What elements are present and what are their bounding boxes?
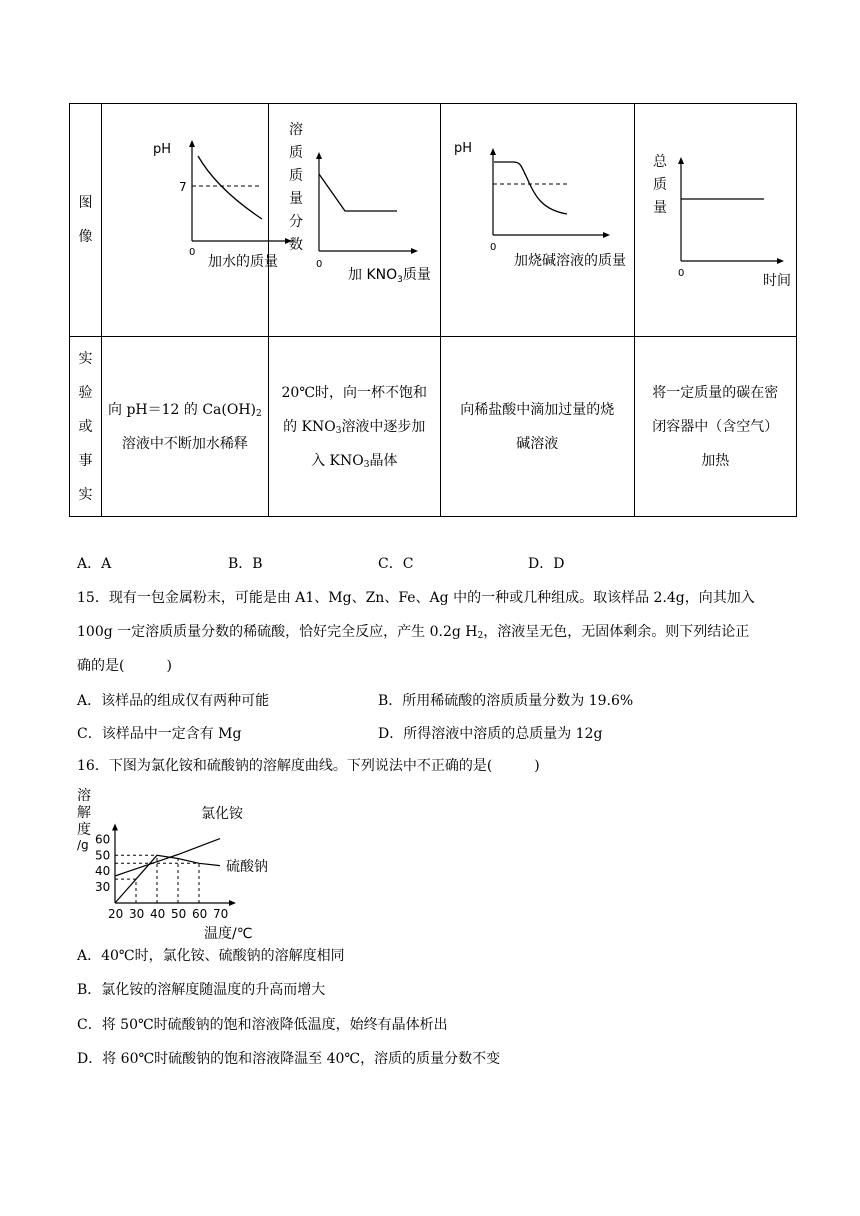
graph-1-cell xyxy=(102,104,278,337)
q15-option-a[interactable]: A．该样品的组成仅有两种可能 xyxy=(77,693,270,709)
y-char-3: 质 xyxy=(288,168,303,184)
y-tick-50: 50 xyxy=(95,848,111,863)
x-label: 加 $KNO_3$质量 xyxy=(347,267,431,285)
q16-stem: 16．下图为氯化铵和硫酸钠的溶解度曲线。下列说法中不正确的是( ) xyxy=(77,758,540,774)
y-tick-40: 40 xyxy=(95,864,111,879)
fact-3: 向稀盐酸中滴加过量的烧 碱溶液 xyxy=(440,337,634,517)
origin-label: 0 xyxy=(489,242,497,253)
y-char-1: 总 xyxy=(652,154,667,170)
graph-4 xyxy=(635,104,796,332)
x-label: 时间 xyxy=(762,273,791,289)
q15-option-c[interactable]: C．该样品中一定含有 Mg xyxy=(77,726,242,742)
y-tick-30: 30 xyxy=(95,880,111,895)
origin-label: 0 xyxy=(677,268,685,279)
graph-1 xyxy=(102,104,278,332)
y-char-3: 量 xyxy=(652,200,667,216)
row-label-fact: 实 验 或 事 实 xyxy=(70,337,102,517)
ph-curve xyxy=(198,156,262,219)
origin-label: 0 xyxy=(189,247,196,258)
y-label: pH xyxy=(453,141,472,156)
svg-text:溶: 溶 xyxy=(77,788,91,804)
q14-option-a[interactable]: A．A xyxy=(77,556,112,572)
svg-text:度: 度 xyxy=(77,822,91,838)
q14-option-d[interactable]: D．D xyxy=(528,556,565,572)
ph-curve xyxy=(494,162,567,214)
x-tick-30: 30 xyxy=(129,907,145,921)
series-label-sodium-sulfate: 硫酸钠 xyxy=(226,859,268,875)
image-row xyxy=(70,104,797,337)
q14-option-c[interactable]: C．C xyxy=(378,556,414,572)
y-char-2: 质 xyxy=(288,145,303,161)
y-char-4: 量 xyxy=(288,191,303,207)
y-arrow xyxy=(490,148,496,155)
q15-option-d[interactable]: D．所得溶液中溶质的总质量为 12g xyxy=(378,726,603,742)
y-char-2: 质 xyxy=(652,177,667,193)
x-tick-60: 60 xyxy=(192,907,208,921)
fact-2: 20℃时，向一杯不饱和 的 $KNO_3$溶液中逐步加 入 $KNO_3$晶体 xyxy=(268,337,440,517)
graph-2 xyxy=(269,104,440,332)
y-axis-arrow xyxy=(112,823,118,830)
q14-option-b[interactable]: B．B xyxy=(228,556,263,572)
x-arrow xyxy=(411,248,418,254)
series-label-ammonium-chloride: 氯化铵 xyxy=(201,806,243,822)
x-label: 加烧碱溶液的质量 xyxy=(513,253,626,269)
graph-3 xyxy=(441,104,634,332)
x-tick-20: 20 xyxy=(108,907,124,921)
graph-2-cell xyxy=(268,104,440,337)
graph-3-cell xyxy=(440,104,634,337)
y-arrow xyxy=(678,157,684,164)
y-arrow xyxy=(316,152,322,159)
fact-row xyxy=(70,337,797,517)
solubility-chart xyxy=(74,783,284,943)
q15-option-b[interactable]: B．所用稀硫酸的溶质质量分数为 19.6% xyxy=(378,693,634,709)
q16-option-b[interactable]: B．氯化铵的溶解度随温度的升高而增大 xyxy=(77,982,326,998)
series-line-2 xyxy=(115,855,220,903)
y-char-6: 数 xyxy=(288,237,303,253)
x-axis-label: 温度/℃ xyxy=(204,926,253,942)
q16-option-c[interactable]: C．将 50℃时硫酸钠的饱和溶液降低温度，始终有晶体析出 xyxy=(77,1017,448,1033)
x-tick-70: 70 xyxy=(213,907,229,921)
x-axis-arrow xyxy=(229,900,236,906)
q16-option-d[interactable]: D．将 60℃时硫酸钠的饱和溶液降温至 40℃，溶质的质量分数不变 xyxy=(77,1051,501,1067)
y-axis-label xyxy=(77,787,91,852)
row-label-image: 图 像 xyxy=(70,104,102,337)
x-arrow xyxy=(777,258,784,264)
x-tick-50: 50 xyxy=(171,907,187,921)
q16-option-a[interactable]: A．40℃时，氯化铵、硫酸钠的溶解度相同 xyxy=(77,948,345,964)
q15-stem-line1: 15．现有一包金属粉末，可能是由 A1、Mg、Zn、Fe、Ag 中的一种或几种组成。取该样品 2.4g，向其加入 xyxy=(77,590,755,606)
graph-4-cell xyxy=(634,104,796,337)
chart-series xyxy=(115,839,220,903)
y-label: pH xyxy=(153,142,172,157)
svg-text:/g: /g xyxy=(77,838,89,852)
x-tick-40: 40 xyxy=(150,907,166,921)
y-char-5: 分 xyxy=(288,214,303,230)
origin-label: 0 xyxy=(315,259,323,270)
q15-stem-line2: 100g 一定溶质质量分数的稀硫酸，恰好完全反应，产生 0.2g $H_2$，溶液呈无色，无固体剩余。则下列结论正 xyxy=(77,624,750,641)
mass-fraction-line xyxy=(319,174,397,211)
chart-guides xyxy=(115,855,199,903)
svg-text:解: 解 xyxy=(77,805,91,821)
fact-1: 向 pH＝12 的 $Ca(OH)_2$ 溶液中不断加水稀释 xyxy=(102,337,269,517)
y-char-1: 溶 xyxy=(288,122,303,138)
fact-4: 将一定质量的碳在密 闭容器中（含空气） 加热 xyxy=(634,337,796,517)
ref-label-7: 7 xyxy=(179,180,187,194)
y-tick-60: 60 xyxy=(95,832,111,847)
y-arrow xyxy=(189,140,195,147)
q15-stem-line3: 确的是( ) xyxy=(77,658,172,674)
x-arrow xyxy=(603,232,610,238)
q14-table xyxy=(69,103,797,517)
x-label: 加水的质量 xyxy=(208,254,278,270)
